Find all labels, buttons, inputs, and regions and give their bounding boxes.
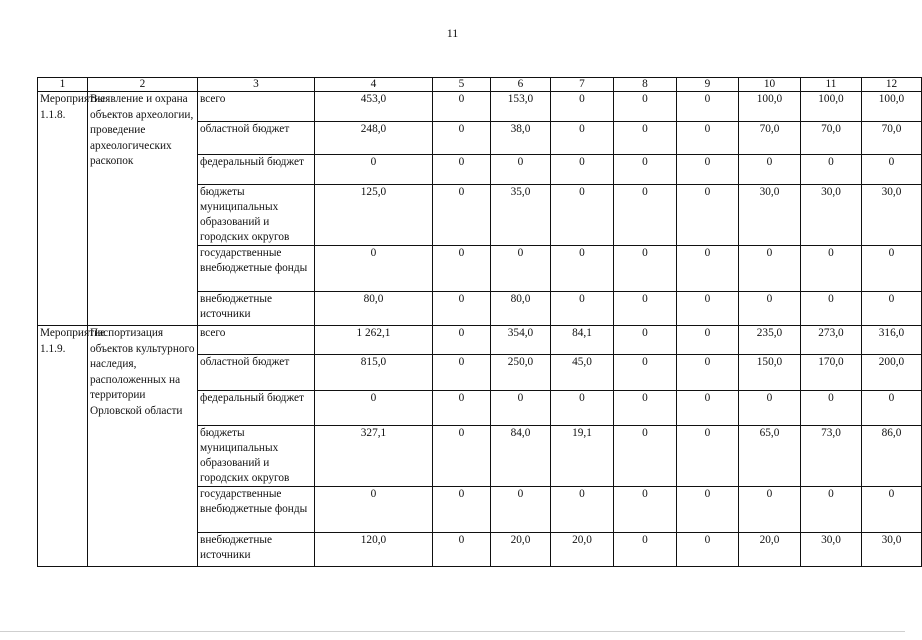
header-cell: 6 [491, 78, 551, 92]
value-cell: 30,0 [862, 533, 922, 567]
value-cell: 0 [491, 155, 551, 185]
value-cell: 0 [433, 487, 491, 533]
value-cell: 0 [677, 355, 739, 391]
value-cell: 316,0 [862, 326, 922, 355]
value-cell: 0 [433, 155, 491, 185]
value-cell: 0 [614, 155, 677, 185]
value-cell: 0 [614, 487, 677, 533]
value-cell: 30,0 [801, 533, 862, 567]
value-cell: 0 [614, 246, 677, 292]
value-cell: 250,0 [491, 355, 551, 391]
funding-source: федеральный бюджет [198, 155, 315, 185]
value-cell: 153,0 [491, 92, 551, 122]
funding-source: всего [198, 326, 315, 355]
funding-source: бюджеты муниципальных образований и городских округов [198, 426, 315, 487]
value-cell: 0 [677, 426, 739, 487]
value-cell: 0 [614, 122, 677, 155]
header-row [38, 78, 922, 92]
value-cell: 30,0 [739, 185, 801, 246]
value-cell: 84,0 [491, 426, 551, 487]
value-cell: 0 [551, 92, 614, 122]
value-cell: 20,0 [551, 533, 614, 567]
funding-source: государственные внебюджетные фонды [198, 246, 315, 292]
event-name: Выявление и охрана объектов археологии, проведение археологических раскопок [88, 92, 198, 326]
value-cell: 70,0 [801, 122, 862, 155]
value-cell: 70,0 [862, 122, 922, 155]
value-cell: 0 [491, 391, 551, 426]
budget-table [37, 77, 922, 567]
value-cell: 0 [491, 487, 551, 533]
value-cell: 0 [433, 185, 491, 246]
value-cell: 273,0 [801, 326, 862, 355]
value-cell: 0 [433, 122, 491, 155]
value-cell: 0 [677, 122, 739, 155]
value-cell: 0 [315, 155, 433, 185]
value-cell: 0 [862, 292, 922, 326]
value-cell: 0 [433, 533, 491, 567]
value-cell: 86,0 [862, 426, 922, 487]
value-cell: 0 [801, 487, 862, 533]
value-cell: 0 [677, 185, 739, 246]
value-cell: 0 [677, 391, 739, 426]
header-cell: 8 [614, 78, 677, 92]
funding-source: областной бюджет [198, 122, 315, 155]
scan-edge-line [0, 631, 905, 632]
value-cell: 100,0 [739, 92, 801, 122]
value-cell: 0 [614, 292, 677, 326]
event-name: Паспортизация объектов культурного наследия, расположенных на территории Орловской области [88, 326, 198, 567]
value-cell: 0 [614, 185, 677, 246]
value-cell: 0 [739, 246, 801, 292]
value-cell: 0 [433, 391, 491, 426]
event-code: Мероприятие 1.1.8. [38, 92, 88, 326]
value-cell: 0 [862, 155, 922, 185]
value-cell: 0 [551, 185, 614, 246]
header-cell: 11 [801, 78, 862, 92]
value-cell: 20,0 [491, 533, 551, 567]
value-cell: 125,0 [315, 185, 433, 246]
header-cell: 1 [38, 78, 88, 92]
value-cell: 19,1 [551, 426, 614, 487]
value-cell: 170,0 [801, 355, 862, 391]
header-cell: 3 [198, 78, 315, 92]
value-cell: 0 [551, 292, 614, 326]
value-cell: 30,0 [801, 185, 862, 246]
value-cell: 0 [801, 246, 862, 292]
table-row [38, 326, 922, 355]
funding-source: федеральный бюджет [198, 391, 315, 426]
header-cell: 12 [862, 78, 922, 92]
value-cell: 0 [677, 326, 739, 355]
value-cell: 0 [433, 292, 491, 326]
value-cell: 1 262,1 [315, 326, 433, 355]
value-cell: 0 [315, 246, 433, 292]
value-cell: 45,0 [551, 355, 614, 391]
value-cell: 0 [739, 487, 801, 533]
value-cell: 65,0 [739, 426, 801, 487]
value-cell: 0 [315, 487, 433, 533]
value-cell: 0 [551, 246, 614, 292]
value-cell: 0 [614, 326, 677, 355]
value-cell: 0 [551, 391, 614, 426]
value-cell: 38,0 [491, 122, 551, 155]
value-cell: 80,0 [491, 292, 551, 326]
header-cell: 9 [677, 78, 739, 92]
value-cell: 0 [677, 246, 739, 292]
value-cell: 0 [677, 487, 739, 533]
value-cell: 0 [614, 92, 677, 122]
value-cell: 84,1 [551, 326, 614, 355]
value-cell: 453,0 [315, 92, 433, 122]
value-cell: 0 [491, 246, 551, 292]
table-body [38, 78, 922, 567]
value-cell: 0 [739, 155, 801, 185]
value-cell: 0 [433, 426, 491, 487]
value-cell: 0 [433, 246, 491, 292]
value-cell: 248,0 [315, 122, 433, 155]
value-cell: 0 [801, 391, 862, 426]
header-cell: 10 [739, 78, 801, 92]
value-cell: 0 [862, 487, 922, 533]
value-cell: 0 [551, 155, 614, 185]
funding-source: областной бюджет [198, 355, 315, 391]
value-cell: 354,0 [491, 326, 551, 355]
funding-source: внебюджетные источники [198, 533, 315, 567]
funding-source: государственные внебюджетные фонды [198, 487, 315, 533]
value-cell: 0 [677, 533, 739, 567]
value-cell: 0 [315, 391, 433, 426]
value-cell: 0 [551, 122, 614, 155]
table-row [38, 92, 922, 122]
funding-source: всего [198, 92, 315, 122]
value-cell: 0 [862, 246, 922, 292]
value-cell: 0 [614, 391, 677, 426]
value-cell: 235,0 [739, 326, 801, 355]
value-cell: 815,0 [315, 355, 433, 391]
event-code: Мероприятие 1.1.9. [38, 326, 88, 567]
value-cell: 35,0 [491, 185, 551, 246]
funding-source: бюджеты муниципальных образований и городских округов [198, 185, 315, 246]
value-cell: 200,0 [862, 355, 922, 391]
value-cell: 0 [862, 391, 922, 426]
value-cell: 30,0 [862, 185, 922, 246]
value-cell: 80,0 [315, 292, 433, 326]
value-cell: 0 [614, 355, 677, 391]
header-cell: 2 [88, 78, 198, 92]
value-cell: 120,0 [315, 533, 433, 567]
value-cell: 0 [677, 292, 739, 326]
value-cell: 0 [433, 92, 491, 122]
value-cell: 0 [433, 326, 491, 355]
value-cell: 70,0 [739, 122, 801, 155]
value-cell: 0 [433, 355, 491, 391]
header-cell: 4 [315, 78, 433, 92]
value-cell: 0 [551, 487, 614, 533]
header-cell: 5 [433, 78, 491, 92]
value-cell: 73,0 [801, 426, 862, 487]
value-cell: 100,0 [801, 92, 862, 122]
value-cell: 20,0 [739, 533, 801, 567]
value-cell: 0 [614, 533, 677, 567]
header-cell: 7 [551, 78, 614, 92]
value-cell: 0 [677, 155, 739, 185]
value-cell: 0 [801, 292, 862, 326]
page-number: 11 [446, 26, 459, 40]
funding-source: внебюджетные источники [198, 292, 315, 326]
value-cell: 0 [801, 155, 862, 185]
value-cell: 150,0 [739, 355, 801, 391]
value-cell: 327,1 [315, 426, 433, 487]
value-cell: 0 [677, 92, 739, 122]
value-cell: 0 [739, 391, 801, 426]
value-cell: 0 [614, 426, 677, 487]
value-cell: 0 [739, 292, 801, 326]
value-cell: 100,0 [862, 92, 922, 122]
